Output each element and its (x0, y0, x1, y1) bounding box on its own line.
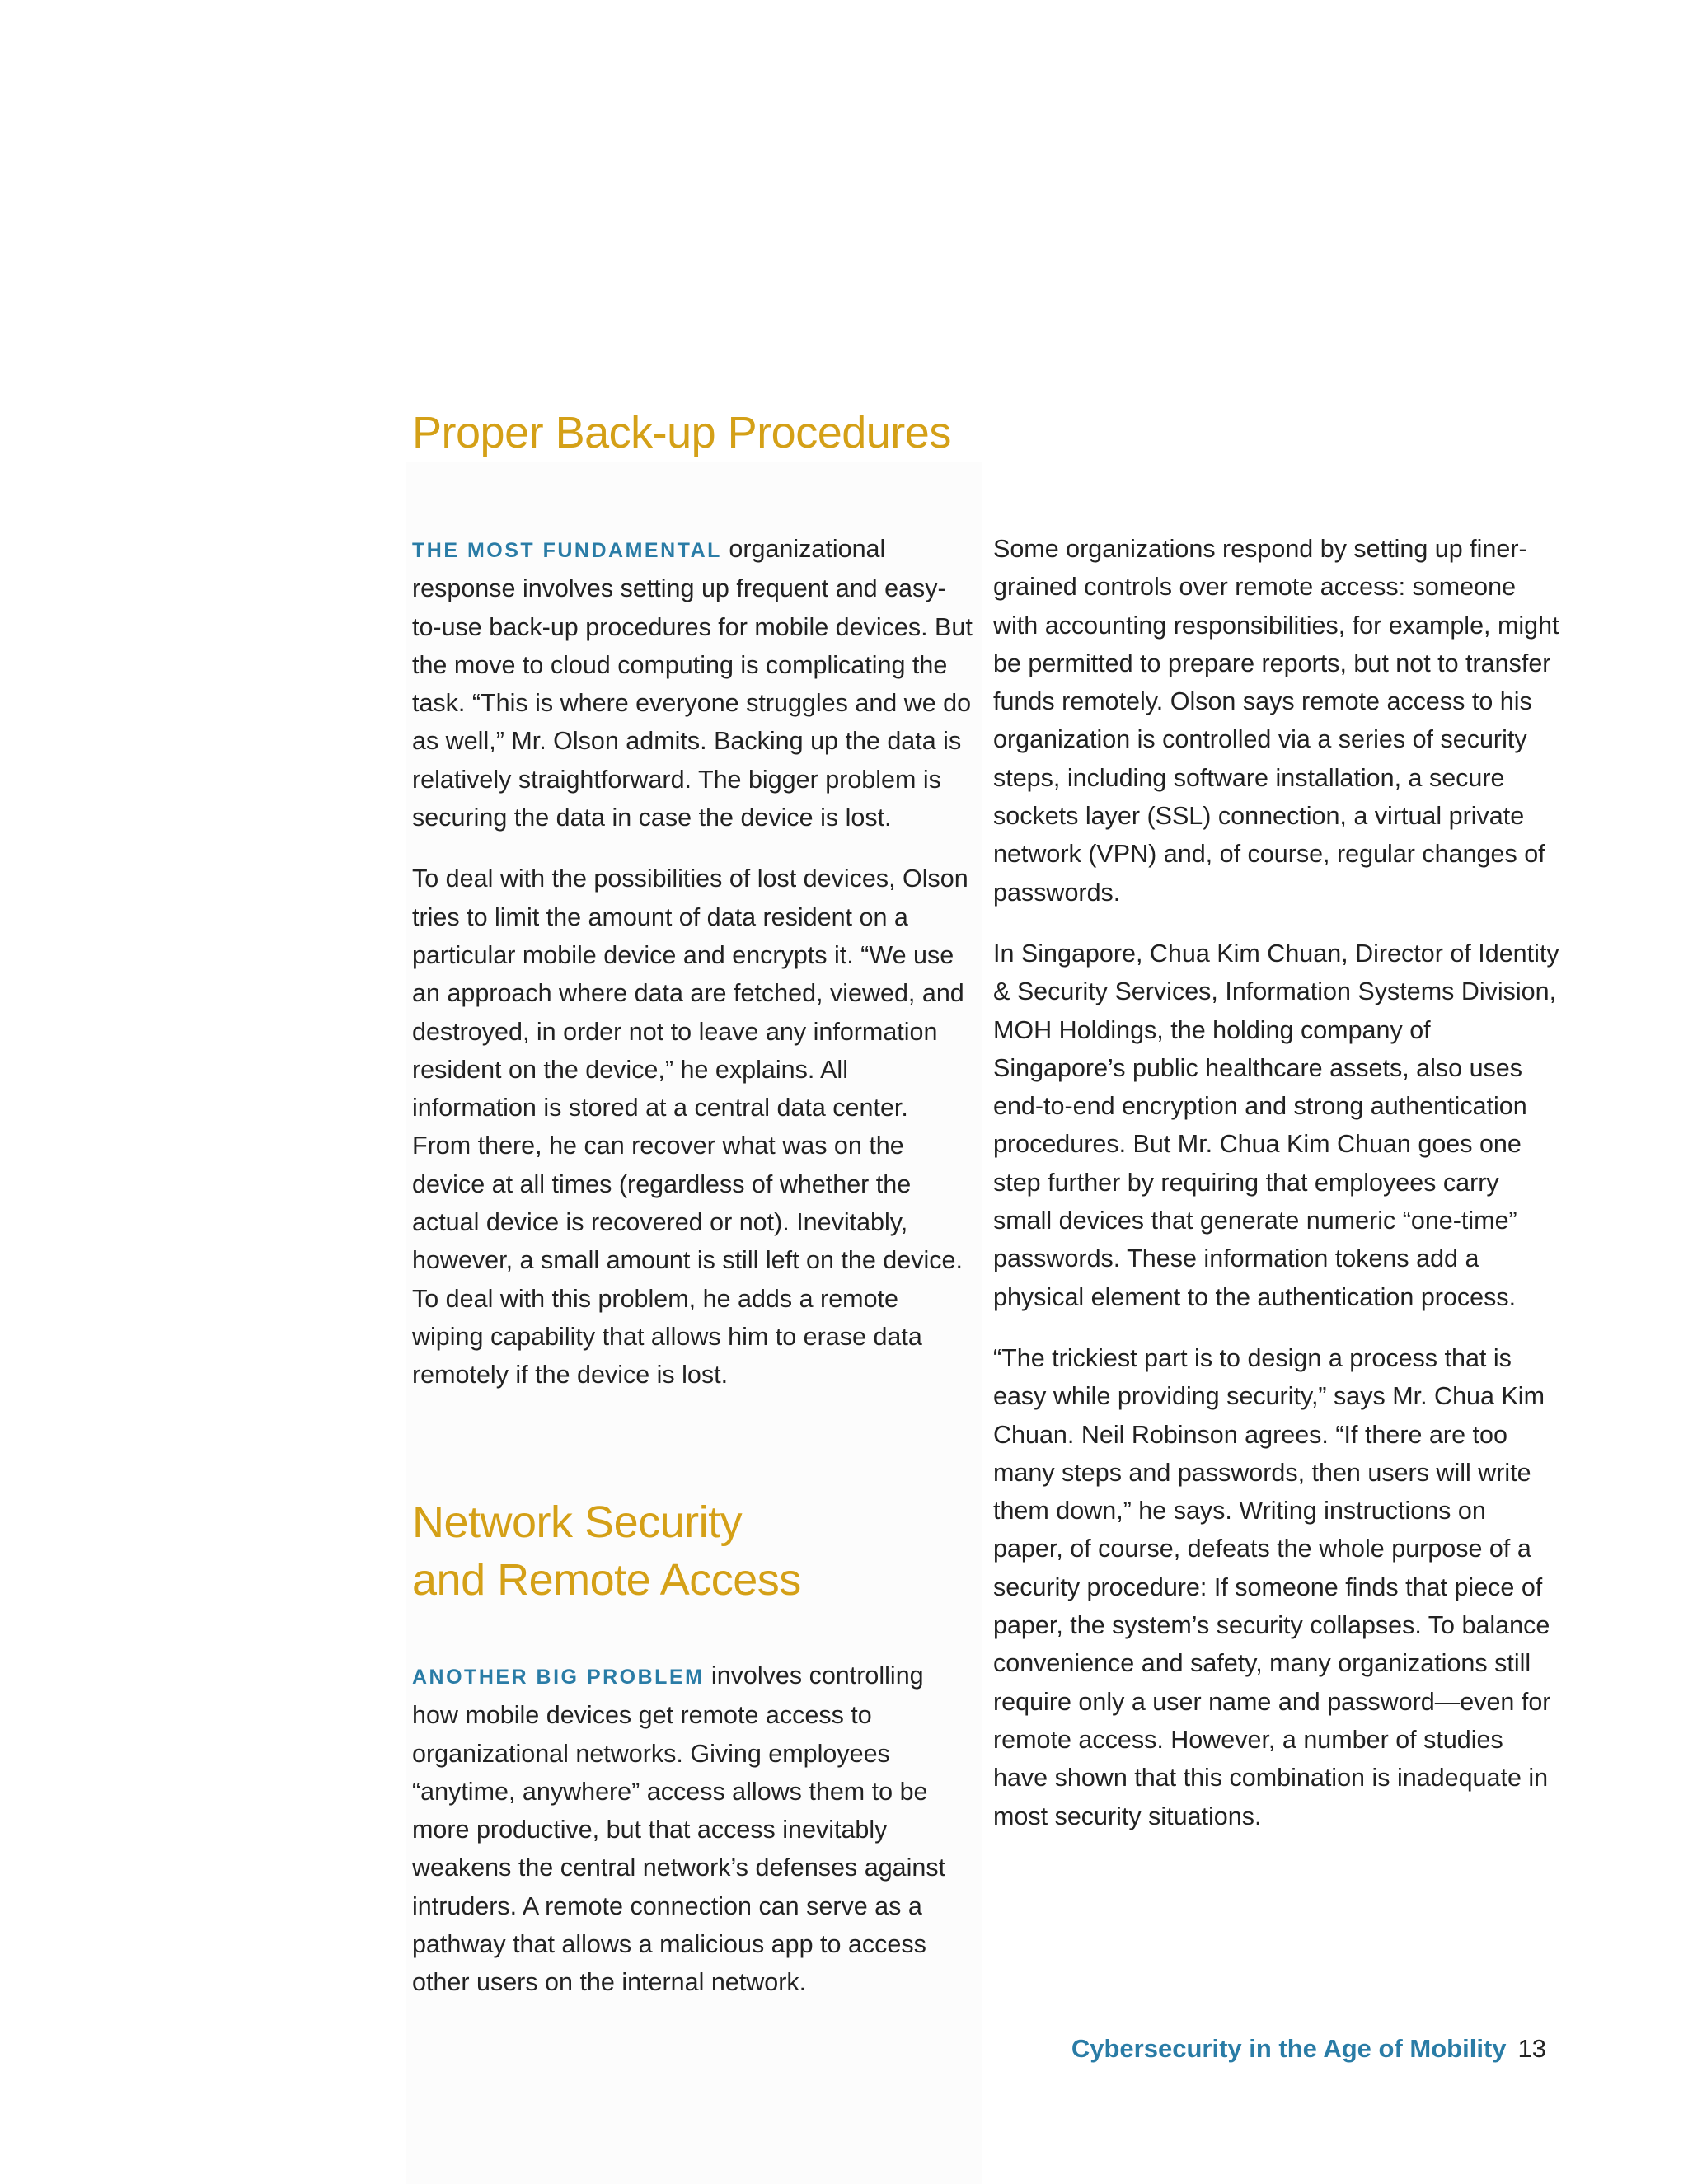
page-footer (1071, 2032, 1546, 2065)
backup-paragraph-1 (412, 530, 973, 837)
backup-paragraph-2: To deal with the possibilities of lost devices, Olson tries to limit the amount of data resident on a particular mobile device and encrypts it. “We use an approach where data are fetched, viewed, and destroyed, in order not to leave any information resident on the device,” he explains. All information is stored at a central data center. From there, he can recover what was on the device at all times (regardless of whether the actual device is recovered or not). Inevitably, however, a small amount is still left on the device. To deal with this problem, he adds a remote wiping capability that allows him to erase data remotely if the device is lost. (412, 865, 968, 1390)
backup-section-body (412, 530, 973, 1418)
right-paragraph-1: Some organizations respond by setting up finer-grained controls over remote access: someone with accounting responsibilities, for example, might be permitted to prepare reports, but not to transfer funds remotely. Olson says remote access to his organization is controlled via a series of security steps, including software installation, a secure sockets layer (SSL) connection, a virtual private network (VPN) and, of course, regular changes of passwords. (993, 535, 1559, 907)
footer-title: Cybersecurity in the Age of Mobility (1071, 2034, 1507, 2063)
section-heading-backup: Proper Back-up Procedures (412, 408, 951, 457)
network-section-body (412, 1657, 973, 2025)
network-heading-line-2: and Remote Access (412, 1555, 801, 1605)
right-column-body (993, 530, 1562, 1858)
network-heading-line-1: Network Security (412, 1497, 743, 1547)
network-lead-in: ANOTHER BIG PROBLEM (412, 1666, 705, 1689)
backup-lead-in: THE MOST FUNDAMENTAL (412, 539, 722, 562)
right-paragraph-2: In Singapore, Chua Kim Chuan, Director of Identity & Security Services, Information Systems Division, MOH Holdings, the holding company of Singapore’s public healthcare assets, also uses end-to-end encryption and strong authentication procedures. But Mr. Chua Kim Chuan goes one step further by requiring that employees carry small devices that generate numeric “one-time” passwords. These information tokens add a physical element to the authentication process. (993, 939, 1559, 1311)
network-paragraph-1 (412, 1657, 973, 2002)
network-paragraph-1-text: involves controlling how mobile devices get remote access to organizational networks. Giving employees “anytime, anywhere” access allows them to be more productive, but that access inevitably weakens the central network’s defenses against intruders. A remote connection can serve as a pathway that allows a malicious app to access other users on the internal network. (412, 1661, 946, 1997)
page-number: 13 (1517, 2034, 1546, 2063)
right-paragraph-3: “The trickiest part is to design a process that is easy while providing security,” says Mr. Chua Kim Chuan. Neil Robinson agrees. “If there are too many steps and passwords, then users will write them down,” he says. Writing instructions on paper, of course, defeats the whole purpose of a security procedure: If someone finds that piece of paper, the system’s security collapses. To balance convenience and safety, many organizations still require only a user name and password—even for remote access. However, a number of studies have shown that this combination is inadequate in most security situations. (993, 1343, 1551, 1830)
section-heading-network (412, 1493, 940, 1609)
backup-paragraph-1-text: organizational response involves setting up frequent and easy-to-use back-up procedures for mobile devices. But the move to cloud computing is complicating the task. “This is where everyone struggles and we do as well,” Mr. Olson admits. Backing up the data is relatively straightforward. The bigger problem is securing the data in case the device is lost. (412, 535, 973, 832)
